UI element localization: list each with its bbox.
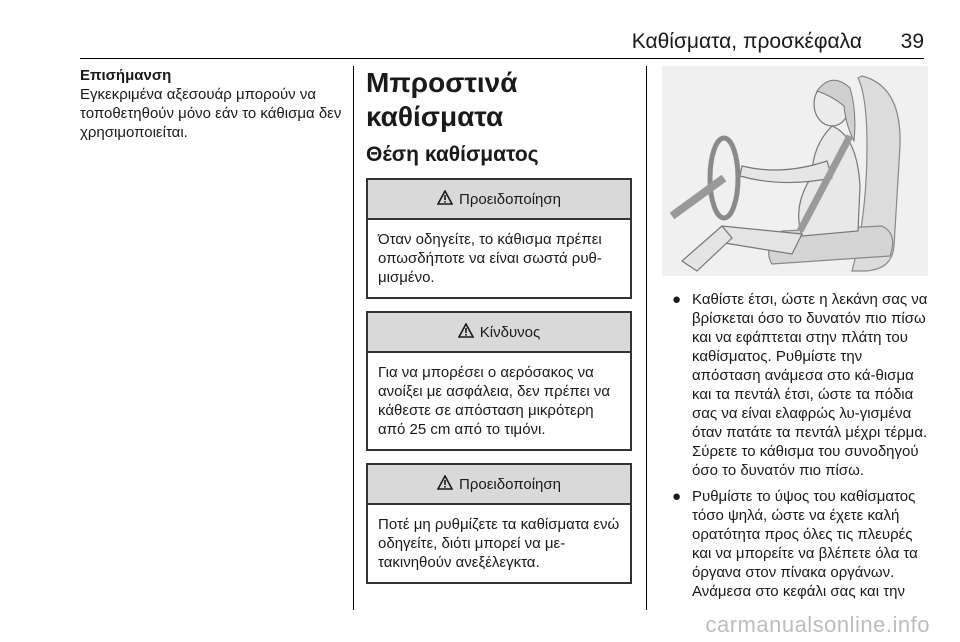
bullet-icon: ● — [672, 488, 682, 505]
list-item — [662, 290, 928, 480]
section-heading: Μπροστινά καθίσματα — [366, 67, 518, 132]
warning-box-title: Προειδοποίηση — [459, 190, 561, 208]
instruction-list — [662, 290, 928, 601]
page-title: Καθίσματα, προσκέφαλα — [631, 30, 862, 53]
danger-box-text: Για να μπορέσει ο αερόσακος να ανοίξει με ασφάλεια, δεν πρέπει να κάθεστε σε απόσταση μικρότερη από 25 cm από το τιμόνι. — [378, 364, 611, 438]
warning-triangle-icon — [437, 475, 453, 494]
list-item-text: Καθίστε έτσι, ώστε η λεκάνη σας να βρίσκεται όσο το δυνατόν πιο πίσω και να εφάπτεται στην πλάτη του καθίσματος. Ρυθμίστε την απόσταση ανάμεσα στο κά-θισμα και τα πεντάλ έτσι, ώστε τα πόδια σας να είναι ελαφρώς λυ-γισμένα όταν πατάτε τα πεντάλ μέχρι τέρμα. Σύρετε το κάθισμα του συνοδηγού όσο το δυνατόν πιο πίσω. — [692, 291, 928, 479]
warning-triangle-icon — [437, 190, 453, 209]
warning-box — [366, 178, 632, 299]
note-title: Επισήμανση — [80, 67, 172, 84]
left-column — [80, 66, 344, 142]
warning-triangle-icon — [458, 323, 474, 342]
danger-box — [366, 311, 632, 451]
page-number: 39 — [900, 30, 924, 53]
page-header — [0, 0, 960, 58]
warning-box-2-title: Προειδοποίηση — [459, 475, 561, 493]
note-text: Εγκεκριμένα αξεσουάρ μπορούν να τοποθετηθούν μόνο εάν το κάθισμα δεν χρησιμοποιείται. — [80, 86, 342, 141]
header-divider — [80, 58, 924, 59]
bullet-icon: ● — [672, 291, 682, 308]
list-item-text: Ρυθμίστε το ύψος του καθίσματος τόσο ψηλά, ώστε να έχετε καλή ορατότητα προς όλες τις πλευρές και να μπορείτε να βλέπετε όλα τα όργανα στον πίνακα οργάνων. Ανάμεσα στο κεφάλι σας και την — [692, 488, 918, 600]
watermark: carmanualsonline.info — [705, 612, 930, 637]
right-column — [662, 66, 928, 608]
warning-box-2-header — [368, 465, 630, 505]
list-item — [662, 487, 928, 601]
driver-seat-illustration — [662, 66, 928, 276]
warning-box-text: Όταν οδηγείτε, το κάθισμα πρέπει οπωσδήποτε να είναι σωστά ρυθ-μισμένο. — [378, 231, 602, 286]
warning-box-2 — [366, 463, 632, 584]
warning-box-2-text: Ποτέ μη ρυθμίζετε τα καθίσματα ενώ οδηγείτε, διότι μπορεί να με-τακινηθούν ανεξέλεγκτα. — [378, 516, 620, 571]
section-subheading: Θέση καθίσματος — [366, 143, 539, 166]
warning-box-header — [368, 180, 630, 220]
middle-column — [366, 66, 632, 596]
column-divider-left — [353, 66, 354, 610]
danger-box-header — [368, 313, 630, 353]
column-divider-right — [646, 66, 647, 610]
danger-box-title: Κίνδυνος — [479, 323, 541, 341]
